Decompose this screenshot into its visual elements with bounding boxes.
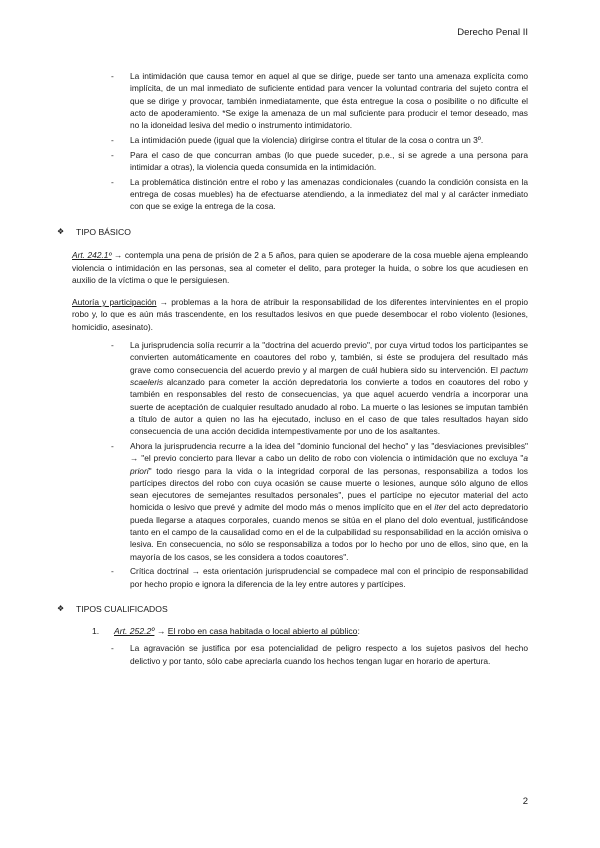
list-item: - La intimidación puede (igual que la violencia) dirigirse contra el titular de la cosa o contra un 3º. xyxy=(130,134,528,146)
page-content xyxy=(0,70,600,670)
autoria-list xyxy=(0,339,600,590)
cualificados-list xyxy=(0,642,600,667)
qualified-type-title: El robo en casa habitada o local abierto al público xyxy=(167,626,358,637)
list-item: - La intimidación que causa temor en aquel al que se dirige, puede ser tanto una amenaza explícita como implícita, de un mal inmediato de suficiente entidad para vencer la voluntad contraria del sujeto contra el que se dirige y provocar, también inmediatamente, que ésta entregue la cosa o posibilite o no dificulte el acto de apoderamiento. *Se exige la amenaza de un mal suficiente para producir el temor deseado, mas no la idoneidad lesiva del medio o instrumento intimidatorio. xyxy=(130,70,528,131)
topic-reference: Autoría y participación xyxy=(72,297,157,308)
diamond-bullet-icon: ❖ xyxy=(57,227,65,237)
running-header: Derecho Penal II xyxy=(457,27,528,38)
article-reference: Art. 252.2º xyxy=(114,626,155,637)
paragraph-art-242: Art. 242.1º → contempla una pena de prisión de 2 a 5 años, para quien se apoderare de la cosa mueble ajena empleando violencia o intimidación en las personas, sea al cometer el delito, para proteger la huida, o sobre los que acudiesen en auxilio de la víctima o que le persiguiesen. xyxy=(72,250,528,285)
list-item: - Crítica doctrinal → esta orientación jurisprudencial se compadece mal con el principio de responsabilidad por hecho propio e ignora la diferencia de la ley entre autores y partícipes. xyxy=(130,565,528,590)
paragraph-autoria: Autoría y participación → problemas a la hora de atribuir la responsabilidad de los diferentes intervinientes en el propio robo y, lo que es aún más trascendente, en los resultados lesivos en que puede desembocar el robo violento (lesiones, homicidio, asesinato). xyxy=(72,297,528,332)
list-item: - La jurisprudencia solía recurrir a la "doctrina del acuerdo previo", por cuya virtud todos los participantes se convierten automáticamente en coautores del robo y, también, si éste se produjera del resultado más grave como consecuencia del acuerdo previo y al margen de cuál hubiera sido su intervención. El pactum scaeleris alcanzado para cometer la acción depredatoria los convierte a todos en coautores del robo y también en responsables del resto de consecuencias, ya que aquel acuerdo vendría a incorporar una suerte de aceptación de cualquier resultado anudado al robo. La muerte o las lesiones se imputan también a título de autor a quien no las ha ejecutado, incluso en el caso de que tales resultados hayan sido consecuencia de una acción decidida intempestivamente por uno de los asaltantes. xyxy=(130,339,528,437)
list-item: - La agravación se justifica por esa potencialidad de peligro respecto a los sujetos pasivos del hecho delictivo y por tanto, sólo cabe apreciarla cuando los hechos tengan lugar en horario de apertura. xyxy=(130,642,528,667)
diamond-bullet-icon: ❖ xyxy=(57,604,65,614)
list-item: - Para el caso de que concurran ambas (lo que puede suceder, p.e., si se agrede a una persona para intimidar a otras), la violencia queda consumida en la intimidación. xyxy=(130,149,528,174)
intro-list xyxy=(0,70,600,213)
page-number: 2 xyxy=(522,796,528,807)
list-item: - La problemática distinción entre el robo y las amenazas condicionales (cuando la condición consista en la entrega de cosas muebles) ha de efectuarse atendiendo, a la inmediatez del mal y al carácter inmediato con que se exige la entrega de la cosa. xyxy=(130,176,528,213)
numbered-item-1: 1. Art. 252.2º → El robo en casa habitada o local abierto al público: xyxy=(92,626,360,637)
section-heading-tipos-cualificados: ❖ TIPOS CUALIFICADOS xyxy=(57,604,168,615)
article-reference: Art. 242.1º xyxy=(72,250,112,261)
list-item: - Ahora la jurisprudencia recurre a la idea del "dominio funcional del hecho" y las "desviaciones previsibles" → "el previo concierto para llevar a cabo un delito de robo con violencia o intimidación que no excluya "a priori" todo riesgo para la vida o la integridad corporal de las personas, responsabiliza a todos los partícipes directos del robo con cuya ocasión se cause muerte o lesiones, aunque sólo alguno de ellos sean ejecutores de semejantes resultados personales", pues el partícipe no ejecutor material del acto homicida o lesivo que prevé y admite del modo más o menos implícito que en el iter del acto depredatorio pueda llegarse a ataques corporales, cuando menos se sitúa en el plano del dolo eventual, justificándose tanto en el campo de la causalidad como en el de la culpabilidad su responsabilidad en la acción omisiva o lesiva. En consecuencia, no sólo se responsabiliza a todos por lo hecho por uno de ellos, sino que, en la mayoría de los casos, se les considera a todos coautores". xyxy=(130,440,528,563)
section-heading-tipo-basico: ❖ TIPO BÁSICO xyxy=(57,227,131,238)
